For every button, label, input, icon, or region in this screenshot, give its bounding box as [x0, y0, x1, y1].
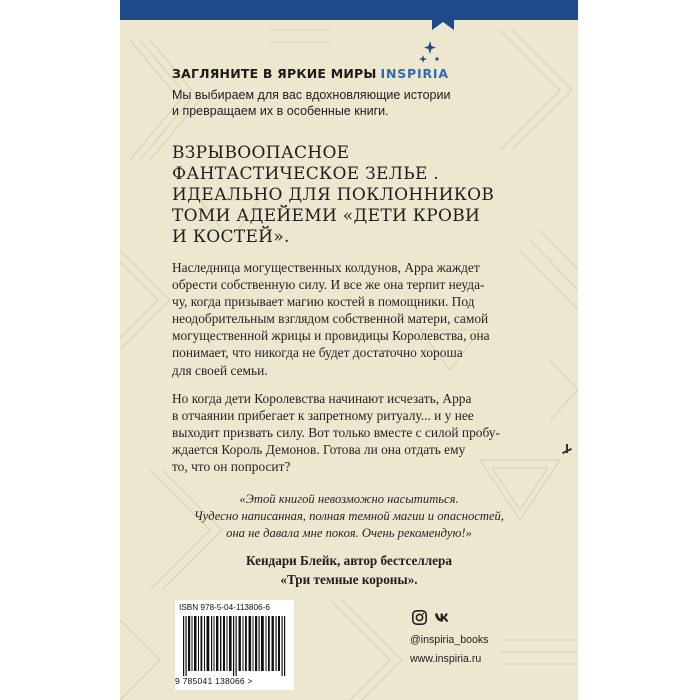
edge-mark	[566, 444, 568, 453]
quote-attribution	[120, 551, 578, 589]
brand-name: INSPIRIA	[380, 66, 449, 81]
paragraph-line: Но когда дети Королевства начинают исчезать, Арра	[172, 391, 472, 406]
barcode-panel	[175, 600, 294, 690]
review-quote	[120, 491, 578, 542]
vk-icon[interactable]	[434, 610, 450, 625]
paragraph-line: выходит призвать силу. Вот только вместе с силой пробу-	[172, 425, 500, 441]
barcode-digits: 9 785041 138066 >	[175, 676, 253, 686]
isbn-number: ISBN 978-5-04-113806-6	[179, 603, 270, 612]
bookmark-ribbon	[432, 0, 454, 32]
attribution-line: «Три темные короны».	[280, 572, 418, 587]
description-paragraph-1	[172, 259, 490, 379]
barcode-icon	[181, 616, 289, 676]
paragraph-line: для своей семьи.	[172, 362, 268, 378]
paragraph-line: Наследница могущественных колдунов, Арра жаждет	[172, 260, 480, 275]
paragraph-line: неодобрительным взглядом собственной матери, самой	[172, 311, 489, 327]
paragraph-line: обрести собственную силу. И все же она терпит неуда-	[172, 277, 485, 293]
quote-line: Чудесно написанная, полная темной магии и опасностей,	[194, 509, 504, 523]
quote-line: она не давала мне покоя. Очень рекомендую!»	[226, 526, 472, 540]
instagram-icon[interactable]	[412, 610, 427, 625]
title-line: ТОМИ АДЕЙЕМИ «ДЕТИ КРОВИ	[172, 206, 481, 226]
quote-line: «Этой книгой невозможно насытиться.	[239, 492, 459, 506]
blurb-title	[172, 143, 494, 248]
paragraph-line: понимает, что никогда не будет достаточно хороша	[172, 345, 463, 361]
headline-text: ЗАГЛЯНИТЕ В ЯРКИЕ МИРЫ	[172, 66, 377, 81]
paragraph-line: чу, когда призывает магию костей в помощники. Под	[172, 294, 475, 310]
series-intro	[172, 87, 450, 119]
intro-line: Мы выбираем для вас вдохновляющие истории	[172, 88, 451, 102]
description-paragraph-2	[172, 390, 500, 475]
paragraph-line: ждается Король Демонов. Готова ли она отдать ему	[172, 442, 466, 458]
intro-line: и превращаем их в особенные книги.	[172, 104, 389, 118]
sparkle-icon	[418, 40, 442, 66]
title-line: ИДЕАЛЬНО ДЛЯ ПОКЛОННИКОВ	[172, 185, 495, 205]
paragraph-line: то, что он попросит?	[172, 459, 291, 475]
book-back-cover	[120, 0, 578, 700]
top-color-band	[120, 0, 578, 20]
title-line: ВЗРЫВООПАСНОЕ	[172, 143, 350, 163]
title-line: И КОСТЕЙ».	[172, 227, 290, 247]
website-link[interactable]: www.inspiria.ru	[410, 653, 482, 665]
series-headline	[172, 66, 449, 81]
attribution-line: Кендари Блейк, автор бестселлера	[246, 553, 452, 568]
paragraph-line: в отчаянии прибегает к запретному ритуалу... и у нее	[172, 408, 474, 424]
social-handle[interactable]: @inspiria_books	[410, 634, 489, 646]
paragraph-line: могущественной жрицы и провидицы Королевства, она	[172, 328, 490, 344]
title-line: ФАНТАСТИЧЕСКОЕ ЗЕЛЬЕ .	[172, 164, 440, 184]
